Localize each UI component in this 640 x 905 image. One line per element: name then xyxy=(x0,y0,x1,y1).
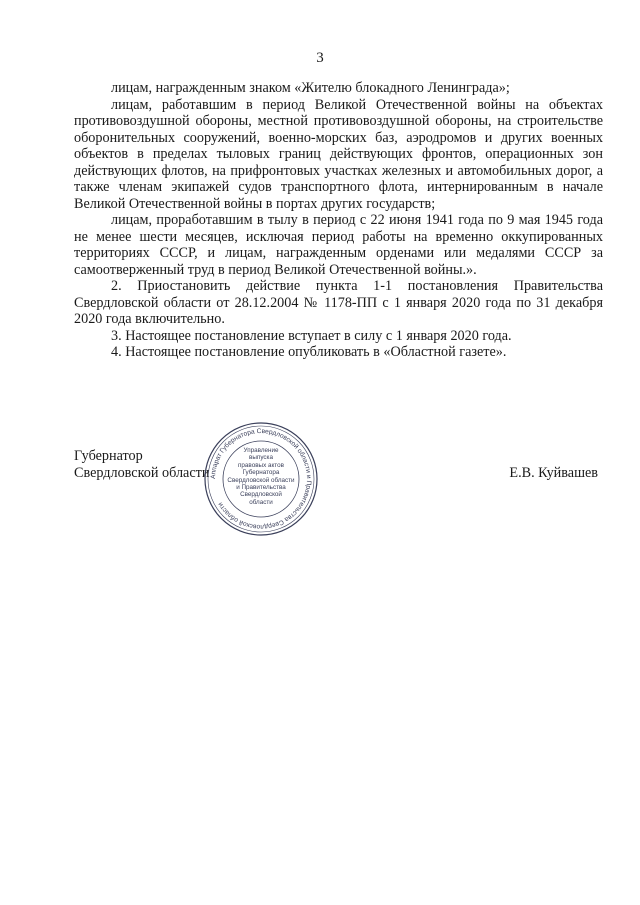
paragraph-clause-3: 3. Настоящее постановление вступает в силу с 1 января 2020 года. xyxy=(111,327,512,344)
official-seal xyxy=(202,420,320,538)
paragraph-blockade-badge: лицам, награжденным знаком «Жителю блокадного Ленинграда»; xyxy=(111,80,510,96)
signatory-title-line2: Свердловской области xyxy=(74,464,210,481)
paragraph-rear-workers: лицам, проработавшим в тылу в период с 22 июня 1941 года по 9 мая 1945 года не менее шести месяцев, исключая период работы на временно оккупированных территориях СССР, и лицам, награжденным орденами или медалями СССР за самоотверженный труд в период Великой Отечественной войны.». xyxy=(74,212,603,278)
page-number: 3 xyxy=(316,50,324,66)
paragraph-clause-2: 2. Приостановить действие пункта 1-1 постановления Правительства Свердловской области от 28.12.2004 № 1178-ПП с 1 января 2020 года по 31 декабря 2020 года включительно. xyxy=(74,278,603,327)
paragraph-clause-4: 4. Настоящее постановление опубликовать в «Областной газете». xyxy=(111,344,507,360)
seal-ring-text: Аппарат Губернатора Свердловской области и Правительства Свердловской области xyxy=(209,427,313,531)
paragraph-defense-workers: лицам, работавшим в период Великой Отечественной войны на объектах противовоздушной обороны, местной противовоздушной обороны, на строительстве оборонительных сооружений, военно-морских баз, аэродромов и других военных объектов в пределах тыловых границ действующих фронтов, операционных зон действующих флотов, на прифронтовых участках железных и автомобильных дорог, а также членам экипажей судов транспортного флота, интернированным в начале Великой Отечественной войны в портах других государств; xyxy=(74,96,603,212)
document-body xyxy=(74,80,603,361)
signatory-title xyxy=(74,448,209,481)
seal-center-text: Управление выпуска правовых актов Губернатора Свердловской области и Правительства Свердловской области xyxy=(227,447,295,506)
signatory-name: Е.В. Куйвашев xyxy=(509,465,598,481)
signatory-title-line1: Губернатор xyxy=(74,448,143,464)
